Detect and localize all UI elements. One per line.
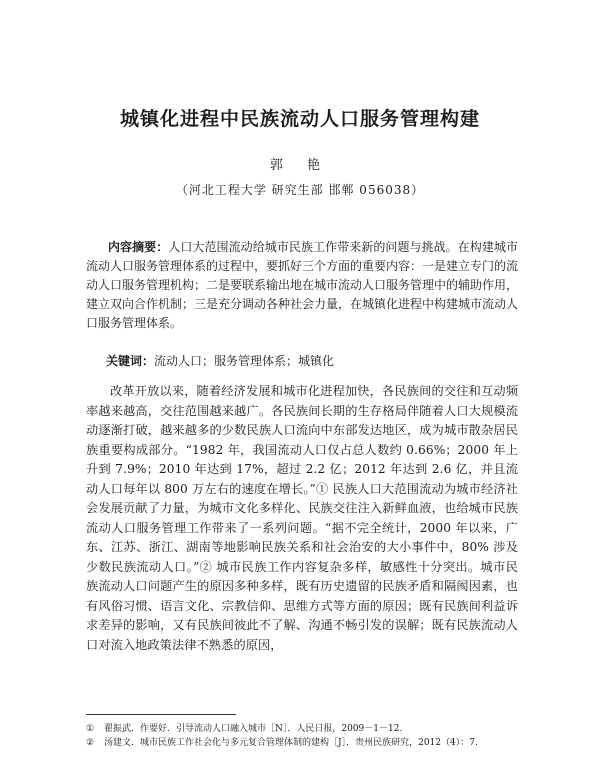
keywords-text: 流动人口；服务管理体系；城镇化 xyxy=(154,354,335,368)
paper-title: 城镇化进程中民族流动人口服务管理构建 xyxy=(119,108,480,130)
abstract-label: 内容摘要： xyxy=(108,240,169,254)
footnote-text: 汤建文．城市民族工作社会化与多元复合管理体制的建构［J］．贵州民族研究，2012（4）：7. xyxy=(104,738,478,748)
footnotes xyxy=(86,722,518,750)
footnote-item xyxy=(86,722,518,736)
footnote-marker: ① xyxy=(86,724,95,734)
footnote-item xyxy=(86,736,518,750)
author-name: 郭 艳 xyxy=(269,158,331,173)
keywords-label: 关键词： xyxy=(106,354,155,368)
footnote-text: 翟振武．作要好．引导流动人口融入城市［N］．人民日报，2009－1－12. xyxy=(104,724,403,734)
abstract-text: 人口大范围流动给城市民族工作带来新的问题与挑战。在构建城市流动人口服务管理体系的过程中，要抓好三个方面的重要内容：一是建立专门的流动人口服务管理机构；二是要联系输出地在城市流动人口服务管理中的辅助作用，建立双向合作机制；三是充分调动各种社会力量，在城镇化进程中构建城市流动人口服务管理体系。 xyxy=(86,240,519,330)
body-paragraph: 改革开放以来，随着经济发展和城市化进程加快，各民族间的交往和互动频率越来越高，交往范围越来越广。各民族间长期的生存格局伴随着人口大规模流动逐渐打破，越来越多的少数民族人口流向中东部发达地区，成为城市散杂居民族重要构成部分。“1982 年，我国流动人口仅占总人数约 0.66%；2000 年上升到 7.9%；2010 年达到 17%，超过 2.2 亿；2012 年达到 2.6 亿，并且流动人口每年以 800 万左右的速度在增长。”① 民族人口大范围流动为城市经济社会发展贡献了力量，为城市文化多样化、民族交往注入新鲜血液，也给城市民族流动人口服务管理工作带来了一系列问题。“据不完全统计，2000 年以来，广东、江苏、浙江、湖南等地影响民族关系和社会治安的大小事件中，80% 涉及少数民族流动人口。”② 城市民族工作内容复杂多样，敏感性十分突出。城市民族流动人口问题产生的原因多种多样，既有历史遗留的民族矛盾和隔阂因素，也有风俗习惯、语言文化、宗教信仰、思维方式等方面的原因；既有民族间利益诉求差异的影响，又有民族间彼此不了解、沟通不畅引发的误解；既有民族流动人口对流入地政策法律不熟悉的原因， xyxy=(86,384,518,652)
author-affiliation: （河北工程大学 研究生部 邯郸 056038） xyxy=(175,183,425,197)
keywords xyxy=(106,352,518,370)
footnote-divider xyxy=(86,714,236,715)
footnote-marker: ② xyxy=(86,738,95,748)
abstract xyxy=(86,238,518,333)
